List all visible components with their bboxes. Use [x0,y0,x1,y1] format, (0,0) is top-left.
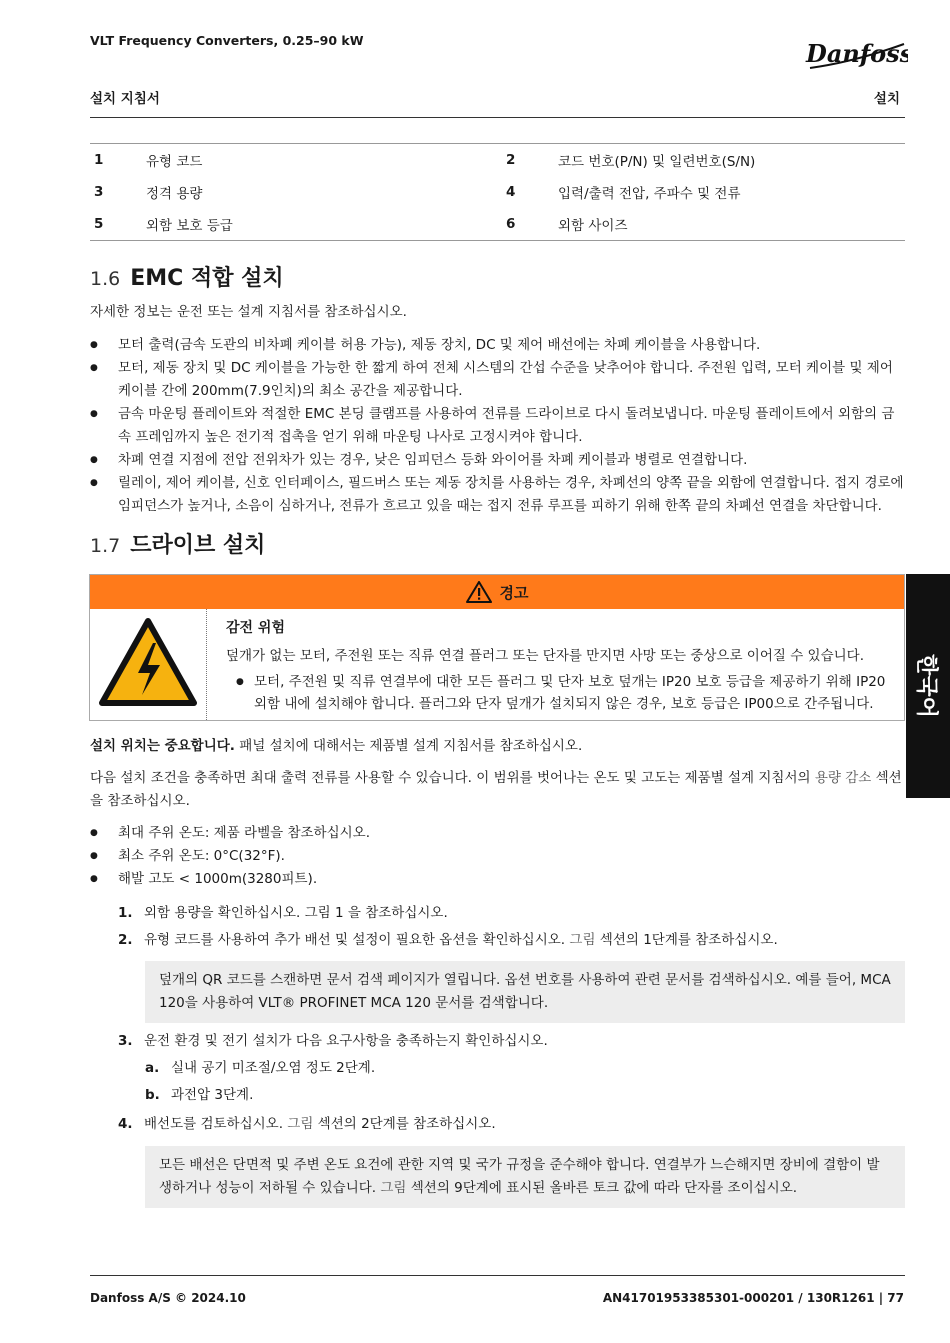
table-cell-label: 외함 보호 등급 [146,218,233,234]
step-text-end: 섹션의 1단계를 참조하십시오. [595,932,778,948]
step-3a [145,1057,375,1080]
document-type: 설치 지침서 [90,91,160,107]
step-2 [118,929,778,952]
danfoss-logo [804,36,908,80]
note-text: 모든 배선은 단면적 및 주변 온도 요건에 관한 지역 및 국가 규정을 준수해야 합니다. 연결부가 느슨해지면 장비에 결함이 발생하거나 성능이 저하될 수 있습니다. [159,1157,880,1196]
figure-link[interactable]: 그림 [287,1116,314,1132]
table-cell-number: 3 [94,184,104,200]
footer-rule [90,1275,905,1276]
step-3 [118,1030,548,1053]
table-cell-label: 정격 용량 [146,186,203,202]
section-title: EMC 적합 설치 [130,266,284,291]
list-item: ● 모터 출력(금속 도관의 비차폐 케이블 허용 가능), 제동 장치, DC 및 제어 배선에는 차폐 케이블을 사용합니다. [90,334,905,357]
step-number: 2. [118,932,133,948]
step-number: 3. [118,1033,133,1049]
list-item: ● 해발 고도 < 1000m(3280피트). [90,868,905,891]
location-paragraph [90,735,905,758]
location-rest: 패널 설치에 대해서는 제품별 설계 지침서를 참조하십시오. [234,738,583,754]
table-row [90,208,905,240]
warning-triangle-icon [466,581,492,603]
language-tab-label: 한국어 [913,654,939,718]
table-cell-label: 입력/출력 전압, 주파수 및 전류 [558,186,741,202]
step-text: 배선도를 검토하십시오. [144,1116,288,1132]
emc-intro: 자세한 정보는 운전 또는 설계 지침서를 참조하십시오. [90,304,407,320]
svg-text:Danfoss: Danfoss [806,39,908,68]
step-number: 4. [118,1116,133,1132]
table-cell-label: 외함 사이즈 [558,218,628,234]
warning-bullet: ● 모터, 주전원 및 직류 연결부에 대한 모든 플러그 및 단자 보호 덮개는 IP20 보호 등급을 제공하기 위해 IP20 외함 내에 설치해야 합니다. 플러그와 단자 덮개가 설치되지 않은 경우, 보호 등급은 IP00으로 간주됩니다. [236,671,894,715]
step-text: 실내 공기 미조절/오염 정도 2단계. [171,1060,376,1076]
step-text-end: 섹션의 2단계를 참조하십시오. [313,1116,496,1132]
conditions-bullet-list [90,822,905,891]
warning-box [89,574,905,721]
warning-heading: 감전 위험 [226,620,285,636]
footer-doc-number: AN41701953385301-000201 / 130R1261 | 77 [602,1291,904,1305]
list-item: ● 릴레이, 제어 케이블, 신호 인터페이스, 필드버스 또는 제동 장치를 사용하는 경우, 차폐선의 양쪽 끝을 외함에 연결합니다. 접지 경로에 임피던스가 높거나, 소음이 심하거나, 전류가 흐르고 있을 때는 접지 전류 루프를 피하기 위해 한쪽 끝의 차폐선 연결을 차단합니다. [90,472,905,518]
product-title: VLT Frequency Converters, 0.25–90 kW [90,33,364,48]
table-cell-number: 6 [506,216,516,232]
list-item: ● 금속 마운팅 플레이트와 적절한 EMC 본딩 클램프를 사용하여 전류를 드라이브로 다시 돌려보냅니다. 마운팅 플레이트에서 외함의 금속 프레임까지 높은 전기적 접촉을 얻기 위해 마운팅 나사로 고정시켜야 합니다. [90,403,905,449]
label-legend-table [90,144,905,240]
table-row [90,176,905,208]
warning-text: 덮개가 없는 모터, 주전원 또는 직류 연결 플러그 또는 단자를 만지면 사망 또는 중상으로 이어질 수 있습니다. [226,648,865,664]
step-number: a. [145,1060,160,1076]
warning-label: 경고 [499,583,529,602]
warning-banner [90,575,904,609]
table-cell-number: 1 [94,152,104,168]
list-item: ● 최소 주위 온도: 0°C(32°F). [90,845,905,868]
step-text: 과전압 3단계. [171,1087,254,1103]
figure-link[interactable]: 그림 [569,932,596,948]
section-heading-emc [90,261,284,292]
table-row [90,144,905,176]
table-cell-number: 4 [506,184,516,200]
location-bold: 설치 위치는 중요합니다. [90,738,235,754]
step-1 [118,902,448,925]
derating-link[interactable]: 용량 감소 [814,770,872,786]
note-text-end: 섹션의 9단계에 표시된 올바른 토크 값에 따라 단자를 조이십시오. [406,1180,798,1196]
header-rule [90,117,905,118]
table-cell-number: 2 [506,152,516,168]
list-item: ● 차폐 연결 지점에 전압 전위차가 있는 경우, 낮은 임피던스 등화 와이어를 차폐 케이블과 병렬로 연결합니다. [90,449,905,472]
list-item: ● 모터, 제동 장치 및 DC 케이블을 가능한 한 짧게 하여 전체 시스템의 간섭 수준을 낮추어야 합니다. 주전원 입력, 모터 케이블 및 제어 케이블 간에 200mm(7.9인치)의 최소 공간을 제공합니다. [90,357,905,403]
table-cell-label: 유형 코드 [146,154,203,170]
emc-bullet-list [90,334,905,518]
table-bottom-rule [90,240,905,241]
note-wiring [145,1146,905,1208]
language-tab[interactable] [906,574,950,798]
step-4 [118,1113,496,1136]
conditions-text: 다음 설치 조건을 충족하면 최대 출력 전류를 사용할 수 있습니다. 이 범위를 벗어나는 온도 및 고도는 제품별 설계 지침서의 [90,770,815,786]
section-title: 드라이브 설치 [130,533,266,558]
conditions-text-end: 섹션을 참조하십시오. [90,770,902,809]
step-text: 외함 용량을 확인하십시오. 그림 1 을 참조하십시오. [144,905,448,921]
table-cell-number: 5 [94,216,104,232]
note-qr-code: 덮개의 QR 코드를 스캔하면 문서 검색 페이지가 열립니다. 옵션 번호를 사용하여 관련 문서를 검색하십시오. 예를 들어, MCA 120을 사용하여 VLT® PROFINET MCA 120 문서를 검색합니다. [145,961,905,1023]
warning-divider [206,609,207,720]
step-number: 1. [118,905,133,921]
list-item: ● 최대 주위 온도: 제품 라벨을 참조하십시오. [90,822,905,845]
table-cell-label: 코드 번호(P/N) 및 일련번호(S/N) [558,154,756,170]
figure-link[interactable]: 그림 [380,1180,407,1196]
section-name: 설치 [873,91,900,107]
section-number: 1.6 [90,268,121,290]
footer-copyright: Danfoss A/S © 2024.10 [90,1291,246,1305]
step-3b [145,1084,253,1107]
conditions-paragraph [90,767,905,813]
section-heading-drive-install [90,528,265,559]
section-number: 1.7 [90,535,121,557]
step-number: b. [145,1087,160,1103]
step-text: 유형 코드를 사용하여 추가 배선 및 설정이 필요한 옵션을 확인하십시오. [144,932,570,948]
electric-shock-hazard-icon [98,617,198,713]
step-text: 운전 환경 및 전기 설치가 다음 요구사항을 충족하는지 확인하십시오. [144,1033,548,1049]
